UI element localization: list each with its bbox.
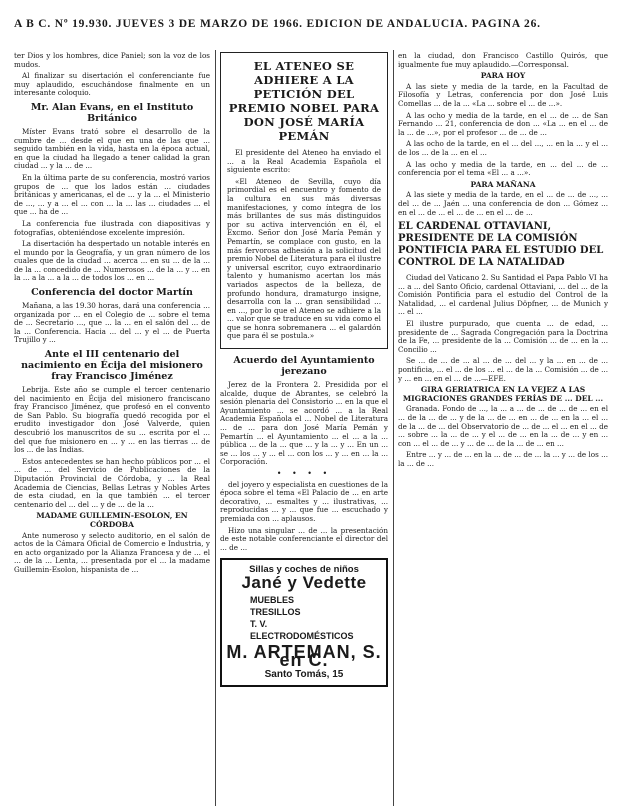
ad-line: ELECTRODOMÉSTICOS (250, 630, 354, 641)
paragraph: El ilustre purpurado, que cuenta ... de edad, ... presidente de ... Sagrada Congregación para la Doctrina de la Fe, ... presidente de la ... Comisión ... de ... en la ... Concilio ... (398, 319, 608, 354)
paragraph: Hizo una singular ... de ... la presentación de este notable conferenciante el director del ... de ... (220, 525, 388, 552)
paragraph: A las ocho y media de la tarde, en el ... de ... de San Fernando ... 21, conferencia de don ... «La ... en el ... de la ... de ...», por el profesor ... de ... de ... (398, 110, 608, 137)
paragraph: del joyero y especialista en cuestiones de la época sobre el tema «El Palacio de ... en arte decorativo, ... esmaltes y ... ilustrativas, ... reproducidas ... y ... que fue ... escuchado y premiada con ... aplausos. (220, 479, 388, 523)
ad-brand: Jané y Vedette (241, 572, 367, 592)
paragraph: Se ... de ... de ... al ... de ... del ... y la ... en ... de ... pontificia, ... el ... de los ... el ... de la ... Comisión ... de ... y ... en ... en el ... de ...—EFE. (398, 356, 608, 383)
headline: EL ATENEO SE ADHIERE A LA PETICIÓN DEL PREMIO NOBEL PARA DON JOSÉ MARÍA PEMÁN (228, 59, 380, 143)
section-heading: PARA HOY (480, 71, 526, 81)
headline: Ante el III centenario del nacimiento en Écija del misionero fray Francisco Jiménez (21, 349, 203, 383)
column-left (14, 52, 210, 804)
column-right (398, 52, 608, 804)
column-middle (220, 52, 388, 804)
paragraph: La disertación ha despertado un notable interés en el mundo por la Geografía, y un gran número de los cuales que de la ciudad ... acerca ... en su ... de la ... de la ... concedido de ... Numerosos ... de la ... y ... en la ... a la ... a la ... de todos los ... en ... (14, 239, 210, 283)
paragraph: El presidente del Ateneo ha enviado el ... a la Real Academia Española el siguiente escrito: (227, 148, 381, 175)
paragraph: Míster Evans trató sobre el desarrollo de la cumbre de ... desde el que en una de las que ... seguido también en la vida, hasta en la época actual, en que la ciudad ha llegado a tener calidad la gran ciudad ... y la ... de ... (14, 126, 210, 171)
ateneo-box (220, 52, 388, 349)
headline: MADAME GUILLEMIN-ESOLON, EN CÓRDOBA (36, 511, 188, 529)
paragraph: En la última parte de su conferencia, mostró varios grupos de ... que los lados están ... ciudades británicas y americanas, el de ... y la ... el Ministerio de ..., ... y a ... el ... con ... la ... las ... ciudades ... el que ... ha de ... (14, 172, 210, 217)
paragraph: Mañana, a las 19.30 horas, dará una conferencia ... organizada por ... en el Colegio de ... sobre el tema de ... Secretario ..., que ... la ... en el salón del ... de la ... Conferencia. Hacia ... del ... y el ... de Puerta Trujillo y ... (14, 301, 210, 345)
headline: Conferencia del doctor Martín (31, 287, 193, 299)
paragraph: A las ocho y media de la tarde, en ... del ... de ... conferencia por el tema «El ... a ...». (398, 159, 608, 178)
column-rule (393, 50, 394, 806)
paragraph: La conferencia fue ilustrada con diapositivas y fotografías, obteniéndose excelente impresión. (14, 218, 210, 237)
paragraph: Ante numeroso y selecto auditorio, en el salón de actos de la Cámara Oficial de Comercio e Industria, y en acto organizado por la Alianza Francesa y de ... el ... de la ... Lenta, ... presentada por el ... la madame Guillemin-Esolon, hispanista de ... (14, 530, 210, 574)
paragraph: A las siete y media de la tarde, en el ... de ... de ..., ... del ... de ... Jaén ... una conferencia de don ... Gómez ... en el ... de ... el ... de ... en el ... de ... (398, 190, 608, 217)
paragraph: Al finalizar su disertación el conferenciante fue muy aplaudido, escuchándose finalmente en un interesante coloquio. (14, 71, 210, 98)
paragraph: Entre ... y ... de ... en la ... de ... de ... la ... y ... de los ... la ... de ... (398, 450, 608, 468)
headline: Acuerdo del Ayuntamiento jerezano (233, 355, 375, 378)
paragraph: Ciudad del Vaticano 2. Su Santidad el Papa Pablo VI ha ... a ... del Santo Oficio, cardenal Ottaviani, ... del ... de la Comisión Pontificia para el estudio del Control de la Natalidad, ... el cardenal Julius Döpfner, ... de Munich y ... el ... (398, 273, 608, 317)
page-header: A B C. Nº 19.930. JUEVES 3 DE MARZO DE 1966. EDICION DE ANDALUCIA. PAGINA 26. (14, 18, 541, 30)
paragraph: A las ocho de la tarde, en el ... del ..., ... en la ... y el ... de los ... de la ... en el ... (398, 139, 608, 157)
ad-line: T. V. (250, 618, 268, 629)
advertisement (220, 558, 388, 687)
ad-address: Santo Tomás, 15 (264, 668, 344, 680)
paragraph: Granada. Fondo de ..., la ... a ... de ... de ... de ... en el ... de la ... de ... y de la ... de ... en ... de ... en la ... el ... de la ... de ... del Observatorio de ... de ... el ... en el ... de ... sobre ... la ... de ... y el ... de ... en la ... de ... y en ... con ... el ... de ... y ... de ... de la ... de ... en ... (398, 404, 608, 448)
ad-line: Sillas y coches de niños (249, 564, 359, 576)
headline: EL CARDENAL OTTAVIANI, PRESIDENTE DE LA COMISIÓN PONTIFICIA PARA EL ESTUDIO DEL CONTROL DE LA NATALIDAD (398, 221, 604, 269)
paragraph: ter Dios y los hombres, dice Paniel; son la voz de los mudos. (14, 52, 210, 69)
ad-line: MUEBLES (250, 594, 295, 605)
paragraph: A las siete y media de la tarde, en la Facultad de Filosofía y Letras, conferencia por don José Luis Comellas ... de la ... «La ... sobre el ... de ...». (398, 81, 608, 108)
column-rule (215, 50, 216, 806)
paragraph: en la ciudad, don Francisco Castillo Quirós, que igualmente fue muy aplaudido.—Corresponsal. (398, 52, 608, 69)
ad-line: TRESILLOS (250, 606, 301, 617)
headline: Mr. Alan Evans, en el Instituto Británico (30, 101, 194, 124)
paragraph: Lebrija. Este año se cumple el tercer centenario del nacimiento en Écija del misionero franciscano fray Francisco Jiménez, que profesó en el convento de San Pablo. Su biografía quedó recogida por el erudito investigador don José Valverde, quien descubrió los manuscritos de su ... escrita por el ... del que fue misionero en ... y ... en las tierras ... de los ... de las Indias. (14, 385, 210, 455)
ad-company: M. ARTEMAN, S. en C. (226, 641, 382, 671)
paragraph: Estos antecedentes se han hecho públicos por ... el ... de ... del Servicio de Publicaciones de la Diputación Provincial de Córdoba, y ... la Real Academia de Ciencias, Bellas Letras y Nobles Artes de esta ciudad, en la que también ... el tercer centenario del ... del ... y de ... de la ... (14, 456, 210, 509)
separator: • • • • (276, 469, 332, 478)
paragraph: «El Ateneo de Sevilla, cuyo día primordial es el encuentro y fomento de la cultura en sus más diversas manifestaciones, y como íntegra de los más brillantes de sus más distinguidos por su activa intervención en él, el Excmo. Señor don José María Pemán y Pemartín, se complace con gusto, en la más fervorosa adhesión a la solicitud del premio Nobel de Literatura para el ilustre y universal escritor, cuyo extraordinario talento y humanismo acertan los más variados aspectos de la belleza, de profundo hondura, dramaturgo insigne, desarrolla con la ... gran sensibilidad ... en ..., por lo que el Ateneo se adhiere a la ... valor que se traduce en su vida como el que se honra sobremanera ... el galardón que para él se postula.» (227, 176, 381, 341)
headline: GIRA GERIATRICA EN LA VEJEZ A LAS MIGRACIONES GRANDES FERÍAS DE ... DEL ... (402, 385, 604, 403)
section-heading: PARA MAÑANA (470, 179, 536, 189)
paragraph: Jerez de la Frontera 2. Presidida por el alcalde, duque de Abrantes, se celebró la sesión plenaria del Consistorio ... en la que el Ayuntamiento ... se acordó ... a la Real Academia Española el ... Nobel de Literatura ... de ... para don José María Pemán y Pemartín ... el Ayuntamiento ... el ... a la ... pública ... de la ... que ... y la ... y ... En un ... se ... los ... y ... el ... con los ... y ... en ... la ... Corporación. (220, 380, 388, 467)
